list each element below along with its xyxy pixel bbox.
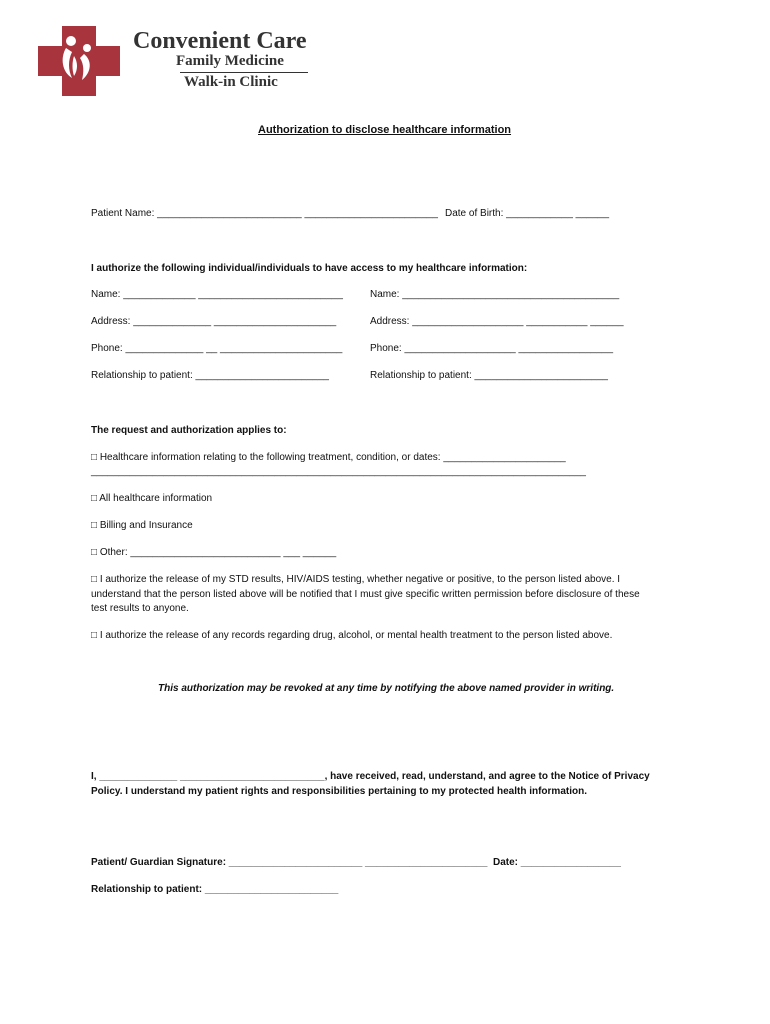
acknowledgement-line2: Policy. I understand my patient rights and responsibilities pertaining to my protected health information. bbox=[91, 786, 587, 797]
option-all-checkbox[interactable]: □ All healthcare information bbox=[91, 493, 213, 504]
option-std-text-line3: test results to anyone. bbox=[91, 603, 189, 614]
person1-address-field[interactable]: Address: ______________ ______________________ bbox=[91, 316, 337, 327]
person2-relationship-field[interactable]: Relationship to patient: ________________________ bbox=[370, 370, 608, 381]
family-cross-logo-icon bbox=[38, 26, 120, 96]
brand-name: Convenient Care bbox=[133, 28, 307, 54]
brand-line-family-medicine: Family Medicine bbox=[176, 53, 284, 69]
signature-relationship-field[interactable]: Relationship to patient: ________________________ bbox=[91, 884, 339, 895]
person1-name-field[interactable]: Name: _____________ __________________________ bbox=[91, 289, 343, 300]
person2-address-field[interactable]: Address: ____________________ ___________ ______ bbox=[370, 316, 624, 327]
signature-field[interactable]: Patient/ Guardian Signature: ________________________ ______________________ bbox=[91, 857, 488, 868]
option-drug-checkbox[interactable]: □ I authorize the release of any records regarding drug, alcohol, or mental health treatment to the person listed above. bbox=[91, 630, 613, 641]
person1-relationship-field[interactable]: Relationship to patient: ________________________ bbox=[91, 370, 329, 381]
option-treatment-checkbox[interactable]: □ Healthcare information relating to the following treatment, condition, or dates: ______________________ bbox=[91, 452, 566, 463]
signature-date-field[interactable]: Date: __________________ bbox=[493, 857, 621, 868]
authorize-heading: I authorize the following individual/individuals to have access to my healthcare information: bbox=[91, 263, 528, 274]
person2-phone-field[interactable]: Phone: ____________________ _________________ bbox=[370, 343, 614, 354]
person2-name-field[interactable]: Name: _______________________________________ bbox=[370, 289, 620, 300]
revoke-note: This authorization may be revoked at any time by notifying the above named provider in writing. bbox=[158, 683, 615, 694]
brand-divider bbox=[180, 72, 308, 73]
option-billing-checkbox[interactable]: □ Billing and Insurance bbox=[91, 520, 193, 531]
option-std-text-line2: understand that the person listed above will be notified that I must give specific written permission before disclosure of these bbox=[91, 589, 640, 600]
person1-phone-field[interactable]: Phone: ______________ __ ______________________ bbox=[91, 343, 343, 354]
date-of-birth-field[interactable]: Date of Birth: ____________ ______ bbox=[445, 208, 610, 219]
option-std-checkbox[interactable]: □ I authorize the release of my STD results, HIV/AIDS testing, whether negative or positive, to the person listed above. I bbox=[91, 574, 621, 585]
page-title: Authorization to disclose healthcare information bbox=[258, 124, 512, 136]
applies-heading: The request and authorization applies to: bbox=[91, 425, 287, 436]
patient-name-field[interactable]: Patient Name: __________________________ ________________________ bbox=[91, 208, 438, 219]
brand-line-walk-in: Walk-in Clinic bbox=[184, 74, 278, 90]
option-treatment-continued-line[interactable]: _________________________________________________________________________________________ bbox=[91, 466, 586, 477]
acknowledgement-line1[interactable]: I, ______________ __________________________, have received, read, understand, and agree to the Notice of Privacy bbox=[91, 771, 650, 782]
option-other-checkbox[interactable]: □ Other: ___________________________ ___ ______ bbox=[91, 547, 337, 558]
